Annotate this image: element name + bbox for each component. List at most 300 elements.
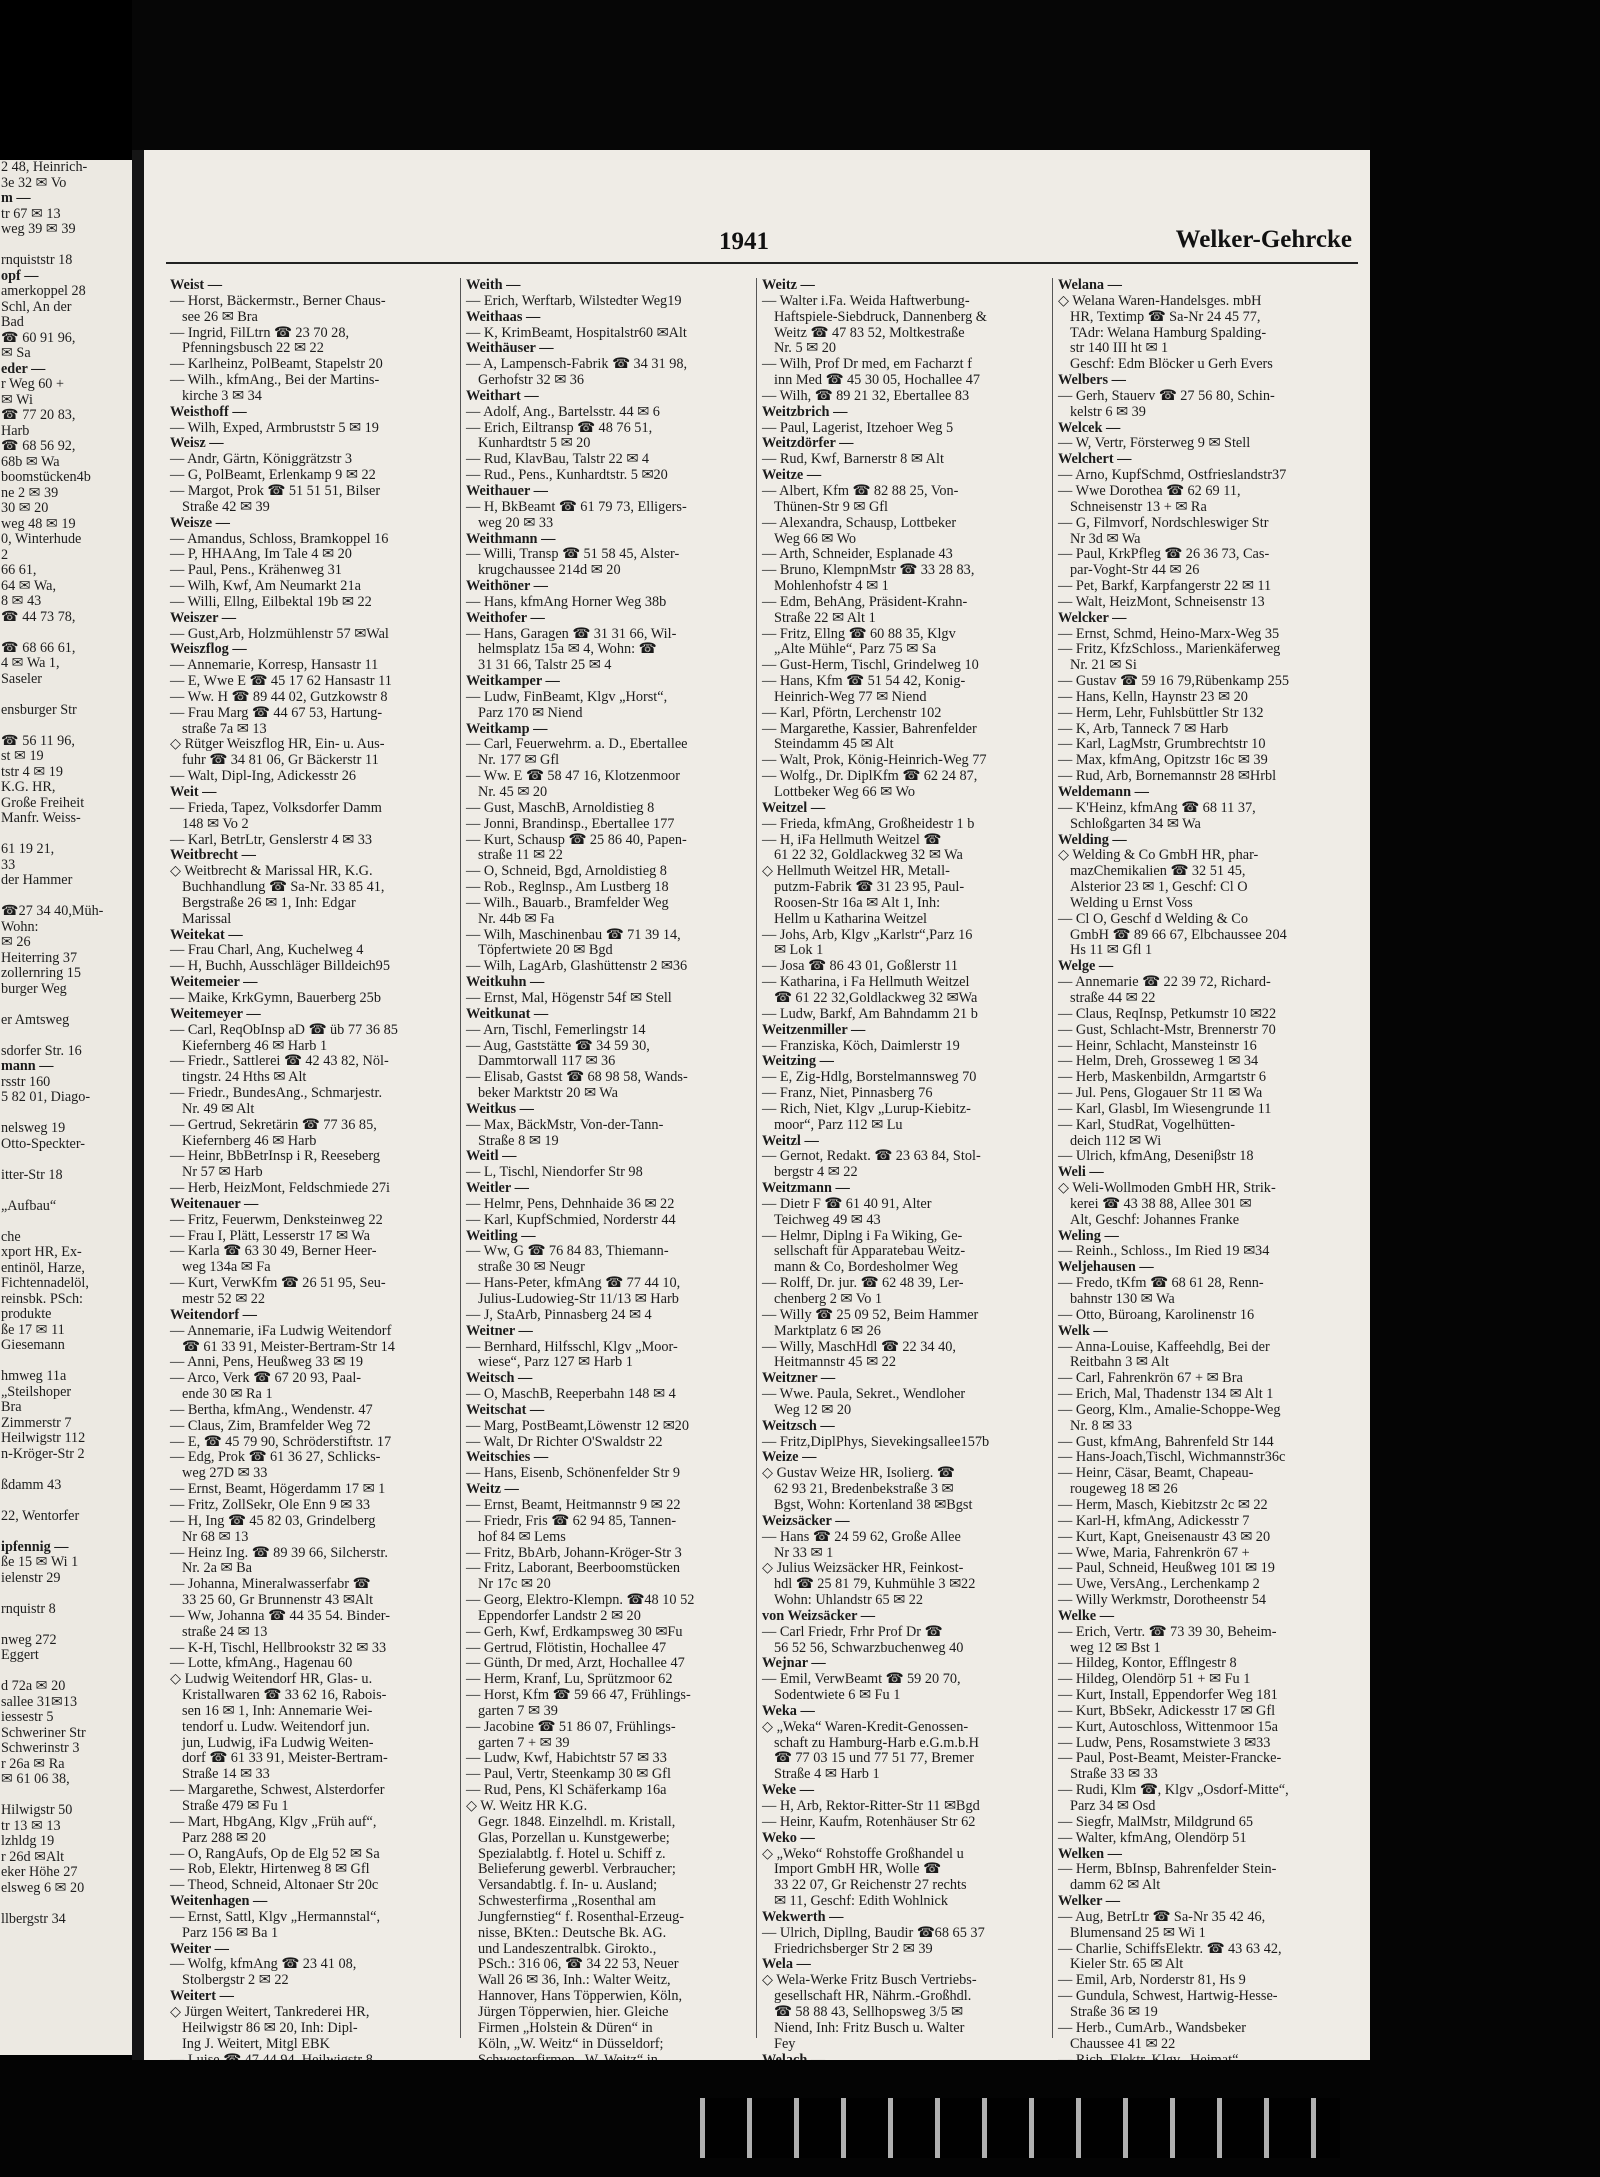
directory-line: — Gust, MaschB, Arnoldistieg 8 xyxy=(466,799,655,816)
directory-line: Töpfertwiete 20 ✉ Bgd xyxy=(478,942,613,959)
directory-line: — Fritz,DiplPhys, Sievekingsallee157b xyxy=(762,1433,990,1450)
directory-line: mazChemikalien ☎ 32 51 45, xyxy=(1070,863,1246,880)
directory-line: Manfr. Weiss- xyxy=(1,810,81,826)
directory-line: eder — xyxy=(1,360,46,377)
directory-line: — Dietr F ☎ 61 40 91, Alter xyxy=(762,1195,932,1212)
directory-line: 61 22 32, Goldlackweg 32 ✉ Wa xyxy=(774,847,963,864)
directory-line: Nr. 44b ✉ Fa xyxy=(478,910,555,927)
directory-line: ◇ Weli-Wollmoden GmbH HR, Strik- xyxy=(1058,1180,1276,1197)
directory-line: Roosen-Str 16a ✉ Alt 1, Inh: xyxy=(774,894,941,911)
directory-line: Weiter — xyxy=(170,1940,229,1957)
directory-line: beker Marktstr 20 ✉ Wa xyxy=(478,1085,618,1102)
directory-line: Wejnar — xyxy=(762,1655,826,1672)
directory-line: — Johanna, Mineralwasserfabr ☎ xyxy=(170,1576,371,1593)
directory-line: Weitzel — xyxy=(762,799,826,816)
directory-line: Kieler Str. 65 ✉ Alt xyxy=(1070,1956,1184,1973)
directory-line: Weithauer — xyxy=(466,482,548,499)
directory-line: — Rud, Kwf, Barnerstr 8 ✉ Alt xyxy=(762,451,944,468)
directory-line: der Hammer xyxy=(1,872,73,888)
directory-line: Welken — xyxy=(1058,1845,1122,1862)
running-head: Welker-Gehrcke xyxy=(1175,226,1352,253)
directory-line: Thünen-Str 9 ✉ Gfl xyxy=(774,498,889,515)
directory-line: — Rob., Reglnsp., Am Lustberg 18 xyxy=(466,879,669,896)
directory-line: — Hans, Garagen ☎ 31 31 66, Wil- xyxy=(466,625,677,642)
directory-line: d 72a ✉ 20 xyxy=(1,1678,66,1694)
directory-line: Niend, Inh: Fritz Busch u. Walter xyxy=(774,2019,965,2036)
directory-line: — Arco, Verk ☎ 67 20 93, Paal- xyxy=(170,1370,362,1387)
directory-line: Wohn: Uhlandstr 65 ✉ 22 xyxy=(774,1592,924,1609)
directory-line: — K-H, Tischl, Hellbrookstr 32 ✉ 33 xyxy=(170,1639,387,1656)
directory-line: — Claus, ReqInsp, Petkumstr 10 ✉22 xyxy=(1058,1005,1277,1022)
directory-line: Weisz — xyxy=(170,435,224,452)
directory-line: Welcker — xyxy=(1058,609,1127,626)
directory-line: Weitzenmiller — xyxy=(762,1021,866,1038)
directory-line: 8 ✉ 43 xyxy=(1,593,42,609)
directory-line: Buchhandlung ☎ Sa-Nr. 33 85 41, xyxy=(182,879,385,896)
directory-line: — Theod, Schneid, Altonaer Str 20c xyxy=(170,1877,379,1894)
directory-line: ßdamm 43 xyxy=(1,1476,62,1493)
directory-line xyxy=(0,687,132,703)
directory-line: — Kurt, VerwKfm ☎ 26 51 95, Seu- xyxy=(170,1275,386,1292)
directory-line: ☎ 58 88 43, Sellhopsweg 3/5 ✉ xyxy=(774,2003,964,2020)
directory-line: — Margot, Prok ☎ 51 51 51, Bilser xyxy=(170,482,381,499)
directory-line: Weithöner — xyxy=(466,578,548,595)
directory-line: — Charlie, SchiffsElektr. ☎ 43 63 42, xyxy=(1058,1940,1282,1957)
directory-line: weg 48 ✉ 19 xyxy=(1,515,76,532)
directory-line: — Wilh, LagArb, Glashüttenstr 2 ✉36 xyxy=(466,958,688,975)
directory-line: — Gertrud, Flötistin, Hochallee 47 xyxy=(466,1639,667,1656)
directory-line: ◇ Jürgen Weitert, Tankrederei HR, xyxy=(170,2003,370,2020)
directory-line: — Friedr., BundesAng., Schmarjestr. xyxy=(170,1085,383,1102)
directory-line: ☎ 56 11 96, xyxy=(1,732,75,749)
directory-line: boomstücken4b xyxy=(1,469,91,485)
directory-line: Weithaas — xyxy=(466,308,541,325)
directory-line: moor“, Parz 112 ✉ Lu xyxy=(774,1116,903,1133)
directory-line: — Anna-Louise, Kaffeehdlg, Bei der xyxy=(1058,1338,1270,1355)
directory-line: — Hans, Kfm ☎ 51 54 42, Konig- xyxy=(762,673,966,690)
directory-line: amerkoppel 28 xyxy=(1,283,86,299)
directory-line: — Fritz, Ellng ☎ 60 88 35, Klgv xyxy=(762,625,956,642)
directory-line: — Paul, Post-Beamt, Meister-Francke- xyxy=(1058,1750,1282,1767)
directory-line: Schwerinstr 3 xyxy=(1,1740,80,1756)
directory-line: — Johs, Arb, Klgv „Karlstr“,Parz 16 xyxy=(762,926,973,943)
directory-line: Weka — xyxy=(762,1702,815,1719)
directory-line: Geschf: Edm Blöcker u Gerh Evers xyxy=(1070,356,1273,373)
directory-line: — Karl, BetrLtr, Genslerstr 4 ✉ 33 xyxy=(170,831,372,848)
directory-line: Bgst, Wohn: Kortenland 38 ✉Bgst xyxy=(774,1496,973,1513)
directory-line: — Josa ☎ 86 43 01, Goßlerstr 11 xyxy=(762,958,958,975)
directory-line: ◇ Julius Weizsäcker HR, Feinkost- xyxy=(762,1560,964,1577)
directory-line: weg 12 ✉ Bst 1 xyxy=(1070,1639,1161,1656)
directory-line: eker Höhe 27 xyxy=(1,1864,78,1880)
directory-line: Weitschat — xyxy=(466,1401,545,1418)
directory-line: Nr. 2a ✉ Ba xyxy=(182,1560,252,1577)
directory-line: Welbers — xyxy=(1058,372,1126,389)
directory-line: — Aug, BetrLtr ☎ Sa-Nr 35 42 46, xyxy=(1058,1908,1266,1925)
directory-line: — Lotte, kfmAng., Hagenau 60 xyxy=(170,1655,353,1672)
directory-line: — Jacobine ☎ 51 86 07, Frühlings- xyxy=(466,1718,676,1735)
directory-line: ☎ 68 66 61, xyxy=(1,639,76,656)
directory-line: — Rob, Elektr, Hirtenweg 8 ✉ Gfl xyxy=(170,1861,370,1878)
directory-line: — Gerh, Stauerv ☎ 27 56 80, Schin- xyxy=(1058,387,1275,404)
directory-line: — Wilh., kfmAng., Bei der Martins- xyxy=(170,372,380,389)
directory-line: Heinrich-Weg 77 ✉ Niend xyxy=(774,688,927,705)
directory-line: Große Freiheit xyxy=(1,794,85,811)
directory-line: Kiefernberg 46 ✉ Harb xyxy=(182,1132,317,1149)
directory-line: damm 62 ✉ Alt xyxy=(1070,1877,1161,1894)
directory-line: — Gust,Arb, Holzmühlenstr 57 ✉Wal xyxy=(170,625,389,642)
directory-line: — H, Arb, Rektor-Ritter-Str 11 ✉Bgd xyxy=(762,1798,980,1814)
directory-line: reinsbk. PSch: xyxy=(1,1290,83,1307)
directory-line: — Ludw, Barkf, Am Bahndamm 21 b xyxy=(762,1005,978,1022)
directory-line: jun, Ludwig, iFa Ludwig Weiten- xyxy=(182,1734,374,1751)
directory-line xyxy=(0,1524,132,1540)
directory-line: — Franz, Niet, Pinnasberg 76 xyxy=(762,1085,933,1102)
directory-line: 64 ✉ Wa, xyxy=(1,577,57,594)
directory-line: ☎ 77 03 15 und 77 51 77, Bremer xyxy=(774,1750,975,1767)
directory-line: Nr 68 ✉ 13 xyxy=(182,1528,249,1545)
directory-line: Weko — xyxy=(762,1829,815,1846)
directory-line: Weitschies — xyxy=(466,1449,549,1466)
directory-line: — K, KrimBeamt, Hospitalstr60 ✉Alt xyxy=(466,324,687,341)
directory-line: Spezialabtlg. f. Hotel u. Schiff z. xyxy=(478,1845,666,1862)
directory-line: straße 24 ✉ 13 xyxy=(182,1623,268,1640)
directory-line: Weithmann — xyxy=(466,530,556,547)
directory-line: Weitkamper — xyxy=(466,673,560,690)
directory-line: — Georg, Elektro-Klempn. ☎48 10 52 xyxy=(466,1592,695,1609)
directory-line: — G, PolBeamt, Erlenkamp 9 ✉ 22 xyxy=(170,467,376,484)
directory-line: garten 7 ✉ 39 xyxy=(478,1702,558,1719)
directory-line: — Annemarie, Korresp, Hansastr 11 xyxy=(170,657,379,674)
directory-line: — Karl-H, kfmAng, Adickesstr 7 xyxy=(1058,1512,1250,1529)
directory-line: Straße 22 ✉ Alt 1 xyxy=(774,609,876,626)
directory-line: — O, RangAufs, Op de Elg 52 ✉ Sa xyxy=(170,1845,380,1862)
directory-line: hmweg 11a xyxy=(1,1368,67,1384)
directory-line: ◇ Welana Waren-Handelsges. mbH xyxy=(1058,292,1262,309)
directory-line: Weitl — xyxy=(466,1148,517,1165)
directory-line: — Wolfg, kfmAng ☎ 23 41 08, xyxy=(170,1956,357,1973)
directory-line xyxy=(0,1493,132,1509)
directory-line: mann & Co, Bordesholmer Weg xyxy=(774,1259,959,1276)
directory-line: — Rud, KlavBau, Talstr 22 ✉ 4 xyxy=(466,451,650,468)
directory-line: tingstr. 24 Hths ✉ Alt xyxy=(182,1069,307,1086)
directory-line: Welge — xyxy=(1058,958,1114,975)
directory-line: — Albert, Kfm ☎ 82 88 25, Von- xyxy=(762,482,959,499)
directory-line: — Emil, Arb, Norderstr 81, Hs 9 xyxy=(1058,1972,1246,1989)
directory-line: Import GmbH HR, Wolle ☎ xyxy=(774,1861,941,1878)
directory-line: — Arno, KupfSchmd, Ostfrieslandstr37 xyxy=(1058,467,1287,484)
directory-line: Straße 33 ✉ 33 xyxy=(1070,1766,1158,1783)
directory-line: — Maike, KrkGymn, Bauerberg 25b xyxy=(170,989,381,1006)
directory-line: Heiterring 37 xyxy=(1,949,78,966)
directory-line: — Frieda, kfmAng, Großheidestr 1 b xyxy=(762,815,975,832)
directory-line: — Friedr., Sattlerei ☎ 42 43 82, Nöl- xyxy=(170,1053,389,1070)
directory-line: — K'Heinz, kfmAng ☎ 68 11 37, xyxy=(1058,799,1256,816)
directory-line: Nr. 8 ✉ 33 xyxy=(1070,1417,1133,1434)
directory-line: Schloßgarten 34 ✉ Wa xyxy=(1070,815,1201,832)
directory-line: Weithäuser — xyxy=(466,340,554,357)
directory-line: — Wwe, Maria, Fahrenkrön 67 + xyxy=(1058,1544,1250,1561)
directory-line: — L, Tischl, Niendorfer Str 98 xyxy=(466,1164,643,1181)
directory-line: Weisze — xyxy=(170,514,230,531)
directory-line: Welding u Ernst Voss xyxy=(1070,894,1193,911)
directory-line: Nr 17c ✉ 20 xyxy=(478,1576,551,1593)
directory-line: — Ingrid, FilLtrn ☎ 23 70 28, xyxy=(170,324,350,341)
directory-line: 61 19 21, xyxy=(1,841,55,857)
top-border xyxy=(132,0,1370,150)
directory-line: bergstr 4 ✉ 22 xyxy=(774,1164,858,1181)
directory-line: — Ludw, Kwf, Habichtstr 57 ✉ 33 xyxy=(466,1750,667,1767)
directory-line: Parz 156 ✉ Ba 1 xyxy=(182,1924,279,1941)
directory-line: — Hildeg, Kontor, Efflngestr 8 xyxy=(1058,1655,1237,1672)
directory-line: Weitzsch — xyxy=(762,1417,835,1434)
directory-line: Heilwigstr 112 xyxy=(1,1430,86,1446)
directory-line: — Fritz, Feuerwm, Denksteinweg 22 xyxy=(170,1211,383,1228)
directory-line: — Willy, MaschHdl ☎ 22 34 40, xyxy=(762,1338,956,1355)
directory-line: — Max, BäckMstr, Von-der-Tann- xyxy=(466,1116,664,1133)
directory-line: Weitkuhn — xyxy=(466,974,545,991)
directory-line: — Fritz, KfzSchloss., Marienkäferweg xyxy=(1058,641,1281,658)
directory-line: ☎ 61 33 91, Meister-Bertram-Str 14 xyxy=(182,1338,395,1355)
directory-line: Steindamm 45 ✉ Alt xyxy=(774,736,894,753)
directory-line: Saseler xyxy=(1,670,42,687)
directory-line: mann — xyxy=(1,1058,54,1074)
directory-line: — Walt, Dr Richter O'Swaldstr 22 xyxy=(466,1433,663,1450)
directory-line: Pfenningsbusch 22 ✉ 22 xyxy=(182,340,324,357)
directory-line: — Jul. Pens, Glogauer Str 11 ✉ Wa xyxy=(1058,1085,1263,1102)
directory-line: — Uwe, VersAng., Lerchenkamp 2 xyxy=(1058,1576,1260,1593)
directory-line: Weitemeyer — xyxy=(170,1005,261,1022)
directory-line: — K, Arb, Tanneck 7 ✉ Harb xyxy=(1058,720,1229,737)
directory-line: — Rolff, Dr. jur. ☎ 62 48 39, Ler- xyxy=(762,1275,964,1292)
directory-line: — Mart, HbgAng, Klgv „Früh auf“, xyxy=(170,1813,377,1830)
directory-line: Weitzmann — xyxy=(762,1180,850,1197)
directory-line: — Kurt, Schausp ☎ 25 86 40, Papen- xyxy=(466,831,687,848)
directory-line: tr 13 ✉ 13 xyxy=(1,1817,61,1834)
directory-line: mestr 52 ✉ 22 xyxy=(182,1291,266,1307)
page-number: 1941 xyxy=(719,228,769,255)
directory-line: Sodentwiete 6 ✉ Fu 1 xyxy=(774,1687,901,1704)
directory-line: ipfennig — xyxy=(1,1538,69,1555)
directory-line: — Erich, Vertr. ☎ 73 39 30, Beheim- xyxy=(1058,1623,1277,1640)
directory-line: Nr. 49 ✉ Alt xyxy=(182,1100,255,1117)
directory-line: entinöl, Harze, xyxy=(1,1259,85,1276)
directory-line: — Gust, kfmAng, Bahrenfeld Str 144 xyxy=(1058,1433,1274,1450)
directory-line: ✉ 61 06 38, xyxy=(1,1771,70,1787)
directory-line: — Karl, LagMstr, Grumbrechtstr 10 xyxy=(1058,736,1266,753)
directory-line: — Andr, Gärtn, Königgrätzstr 3 xyxy=(170,451,353,468)
directory-line: kirche 3 ✉ 34 xyxy=(182,387,262,404)
directory-line: Weitsch — xyxy=(466,1370,533,1387)
directory-line: — Ludw, FinBeamt, Klgv „Horst“, xyxy=(466,688,668,705)
directory-line: ◇ Gustav Weize HR, Isolierg. ☎ xyxy=(762,1465,955,1482)
directory-line: — Kurt, Autoschloss, Wittenmoor 15a xyxy=(1058,1718,1278,1735)
directory-line: — Paul, Pens., Krähenweg 31 xyxy=(170,562,342,579)
directory-line: — Heinr, BbBetrInsp i R, Reeseberg xyxy=(170,1148,381,1165)
directory-line: Weitert — xyxy=(170,1988,234,2005)
directory-line: — Rich, Niet, Klgv „Lurup-Kiebitz- xyxy=(762,1100,971,1117)
directory-line: — Ww, Johanna ☎ 44 35 54. Binder- xyxy=(170,1607,391,1624)
directory-line: Lottbeker Weg 66 ✉ Wo xyxy=(774,784,915,800)
directory-line: garten 7 + ✉ 39 xyxy=(478,1734,570,1751)
directory-line: — Herb., CumArb., Wandsbeker xyxy=(1058,2019,1246,2036)
directory-line: — Fredo, tKfm ☎ 68 61 28, Renn- xyxy=(1058,1275,1264,1292)
directory-line: — Ulrich, kfmAng, Deseniβstr 18 xyxy=(1058,1148,1254,1165)
directory-line: — Claus, Zim, Bramfelder Weg 72 xyxy=(170,1417,371,1434)
directory-line: — H, iFa Hellmuth Weitzel ☎ xyxy=(762,831,942,848)
directory-line: Parz 288 ✉ 20 xyxy=(182,1829,266,1846)
directory-line: kelstr 6 ✉ 39 xyxy=(1070,403,1146,420)
directory-line: — Walt, Prok, König-Heinrich-Weg 77 xyxy=(762,752,987,769)
directory-line: Weiszflog — xyxy=(170,641,247,658)
directory-line: iessestr 5 xyxy=(1,1709,54,1725)
directory-line: Nr. 21 ✉ Si xyxy=(1070,657,1137,674)
directory-line: — Willi, Transp ☎ 51 58 45, Alster- xyxy=(466,546,680,563)
directory-line: „Aufbau“ xyxy=(1,1197,57,1214)
directory-line: Harb xyxy=(1,422,30,439)
directory-line: 4 ✉ Wa 1, xyxy=(1,655,60,671)
directory-line: deich 112 ✉ Wi xyxy=(1070,1132,1162,1149)
directory-line: Blumensand 25 ✉ Wi 1 xyxy=(1070,1924,1206,1941)
directory-line: — O, MaschB, Reeperbahn 148 ✉ 4 xyxy=(466,1386,676,1403)
directory-line: Welcek — xyxy=(1058,419,1121,436)
directory-line: — G, Filmvorf, Nordschleswiger Str xyxy=(1058,514,1269,531)
right-border xyxy=(1370,0,1600,2177)
directory-line: Weisthoff — xyxy=(170,403,247,420)
directory-line: HR, Textimp ☎ Sa-Nr 24 45 77, xyxy=(1070,308,1261,325)
directory-line: kerei ☎ 43 38 88, Allee 301 ✉ xyxy=(1070,1195,1252,1212)
directory-line: Bergstraße 26 ✉ 1, Inh: Edgar xyxy=(182,894,356,911)
directory-line: weg 39 ✉ 39 xyxy=(1,221,76,237)
directory-line: sallee 31✉13 xyxy=(1,1693,78,1710)
directory-line: ◇ „Weka“ Waren-Kredit-Genossen- xyxy=(762,1718,969,1735)
directory-line: — Rudi, Klm ☎, Klgv „Osdorf-Mitte“, xyxy=(1058,1782,1289,1799)
directory-line: Weitzl — xyxy=(762,1132,819,1149)
directory-line: Stolbergstr 2 ✉ 22 xyxy=(182,1972,289,1989)
directory-line: Weitzner — xyxy=(762,1370,836,1387)
directory-line: — Carl, Fahrenkrön 67 + ✉ Bra xyxy=(1058,1370,1243,1387)
directory-line xyxy=(0,1028,132,1044)
directory-line: — Gustav ☎ 59 16 79,Rübenkamp 255 xyxy=(1058,673,1290,690)
directory-line: Weitz ☎ 47 83 52, Moltkestraße xyxy=(774,324,965,341)
directory-line: ◇ W. Weitz HR K.G. xyxy=(466,1798,588,1814)
directory-line: Weitze — xyxy=(762,467,822,484)
directory-line: 3e 32 ✉ Vo xyxy=(1,174,67,191)
directory-line xyxy=(0,1354,132,1370)
directory-line: ielenstr 29 xyxy=(1,1569,61,1586)
directory-line: Hs 11 ✉ Gfl 1 xyxy=(1070,942,1153,959)
directory-line: PSch.: 316 06, ☎ 34 22 53, Neuer xyxy=(478,1956,679,1973)
directory-line: sdorfer Str. 16 xyxy=(1,1042,82,1059)
directory-line: — Wolfg., Dr. DiplKfm ☎ 62 24 87, xyxy=(762,768,978,785)
directory-line: Welchert — xyxy=(1058,451,1132,468)
directory-line: 33 xyxy=(1,856,16,873)
directory-line: 30 ✉ 20 xyxy=(1,500,49,516)
directory-line: — Bernhard, Hilfsschl, Klgv „Moor- xyxy=(466,1338,678,1355)
left-page-fragment xyxy=(0,160,132,2055)
directory-line: — A, Lampensch-Fabrik ☎ 34 31 98, xyxy=(466,356,688,373)
directory-line: Straße 4 ✉ Harb 1 xyxy=(774,1766,880,1783)
directory-line: m — xyxy=(1,190,31,206)
directory-line: — Marg, PostBeamt,Löwenstr 12 ✉20 xyxy=(466,1417,689,1434)
directory-line xyxy=(0,1214,132,1230)
directory-line: — Hans, Eisenb, Schönenfelder Str 9 xyxy=(466,1465,681,1482)
directory-line: — H, Ing ☎ 45 82 03, Grindelberg xyxy=(170,1512,376,1529)
directory-line: — Helmr, Pens, Dehnhaide 36 ✉ 22 xyxy=(466,1195,675,1212)
directory-line: r 26a ✉ Ra xyxy=(1,1755,65,1772)
directory-line: — Amandus, Schloss, Bramkoppel 16 xyxy=(170,530,389,547)
directory-line: Gerhofstr 32 ✉ 36 xyxy=(478,372,585,389)
directory-line: 148 ✉ Vo 2 xyxy=(182,815,249,832)
directory-line: gesellschaft HR, Nährm.-Großhdl. xyxy=(774,1988,972,2005)
directory-line: — Kurt, Kapt, Gneisenaustr 43 ✉ 20 xyxy=(1058,1528,1271,1545)
directory-line: — Walt, Dipl-Ing, Adickesstr 26 xyxy=(170,768,357,785)
directory-line: — Aug, Gaststätte ☎ 34 59 30, xyxy=(466,1037,650,1054)
directory-line: n-Kröger-Str 2 xyxy=(1,1445,85,1462)
directory-line: Julius-Ludowieg-Str 11/13 ✉ Harb xyxy=(478,1291,679,1307)
directory-line xyxy=(0,718,132,734)
directory-line: Schweriner Str xyxy=(1,1724,86,1741)
column-divider xyxy=(1052,278,1053,2038)
directory-line: — Helm, Dreh, Grosseweg 1 ✉ 34 xyxy=(1058,1053,1259,1070)
directory-line: rougeweg 18 ✉ 26 xyxy=(1070,1481,1178,1498)
directory-line: „Alte Mühle“, Parz 75 ✉ Sa xyxy=(774,641,937,658)
directory-line: ne 2 ✉ 39 xyxy=(1,484,59,501)
directory-line: Hilwigstr 50 xyxy=(1,1802,73,1818)
directory-line: Weitenhagen — xyxy=(170,1893,268,1910)
directory-line: — Arn, Tischl, Femerlingstr 14 xyxy=(466,1021,646,1038)
directory-line: — Ernst, Beamt, Högerdamm 17 ✉ 1 xyxy=(170,1481,386,1498)
directory-line: Giesemann xyxy=(1,1337,65,1353)
directory-line: Marktplatz 6 ✉ 26 xyxy=(774,1322,881,1339)
directory-line: 62 93 21, Bredenbekstraße 3 ✉ xyxy=(774,1481,954,1498)
directory-line: 68b ✉ Wa xyxy=(1,453,60,470)
directory-line: Weitbrecht — xyxy=(170,847,256,864)
directory-line: — Wilh, Exped, Armbruststr 5 ✉ 19 xyxy=(170,419,379,436)
directory-line: Friedrichsberger Str 2 ✉ 39 xyxy=(774,1940,933,1957)
directory-line: Weist — xyxy=(170,277,223,293)
directory-line xyxy=(0,1183,132,1199)
directory-line: Welke — xyxy=(1058,1607,1114,1624)
directory-line: Weldemann — xyxy=(1058,784,1149,800)
directory-line: — Karla ☎ 63 30 49, Berner Heer- xyxy=(170,1243,377,1260)
directory-line: Jürgen Töpperwien, hier. Gleiche xyxy=(478,2003,669,2020)
directory-line: — Pet, Barkf, Karpfangerstr 22 ✉ 11 xyxy=(1058,578,1272,595)
directory-line: Weling — xyxy=(1058,1227,1119,1244)
directory-line: Weljehausen — xyxy=(1058,1259,1154,1276)
directory-line: ◇ „Weko“ Rohstoffe Großhandel u xyxy=(762,1845,964,1862)
directory-line: dorf ☎ 61 33 91, Meister-Bertram- xyxy=(182,1750,388,1767)
directory-line: straße 44 ✉ 22 xyxy=(1070,989,1156,1006)
directory-line: — Anni, Pens, Heußweg 33 ✉ 19 xyxy=(170,1354,364,1371)
directory-line: — Heinr, Schlacht, Mansteinstr 16 xyxy=(1058,1037,1257,1054)
directory-line: — Willy ☎ 25 09 52, Beim Hammer xyxy=(762,1306,979,1323)
directory-line: — Fritz, BbArb, Johann-Kröger-Str 3 xyxy=(466,1544,682,1561)
directory-line: tendorf u. Ludw. Weitendorf jun. xyxy=(182,1718,370,1735)
directory-line: — Margarethe, Kassier, Bahrenfelder xyxy=(762,720,977,737)
directory-line: ◇ Rütger Weiszflog HR, Ein- u. Aus- xyxy=(170,736,385,753)
directory-line: Weitkus — xyxy=(466,1100,534,1117)
directory-line: Kunhardtstr 5 ✉ 20 xyxy=(478,435,591,452)
directory-line: che xyxy=(1,1228,21,1245)
directory-line: — Willy Werkmstr, Dorotheenstr 54 xyxy=(1058,1592,1267,1609)
directory-line: — Rud., Pens., Kunhardtstr. 5 ✉20 xyxy=(466,467,668,484)
directory-line: helmsplatz 15a ✉ 4, Wohn: ☎ xyxy=(478,641,657,658)
directory-line: Kristallwaren ☎ 33 62 16, Rabois- xyxy=(182,1687,387,1704)
directory-line: — Karl, Pförtn, Lerchenstr 102 xyxy=(762,704,942,721)
directory-line: — Alexandra, Schausp, Lottbeker xyxy=(762,514,957,531)
directory-line: inn Med ☎ 45 30 05, Hochallee 47 xyxy=(774,372,981,389)
